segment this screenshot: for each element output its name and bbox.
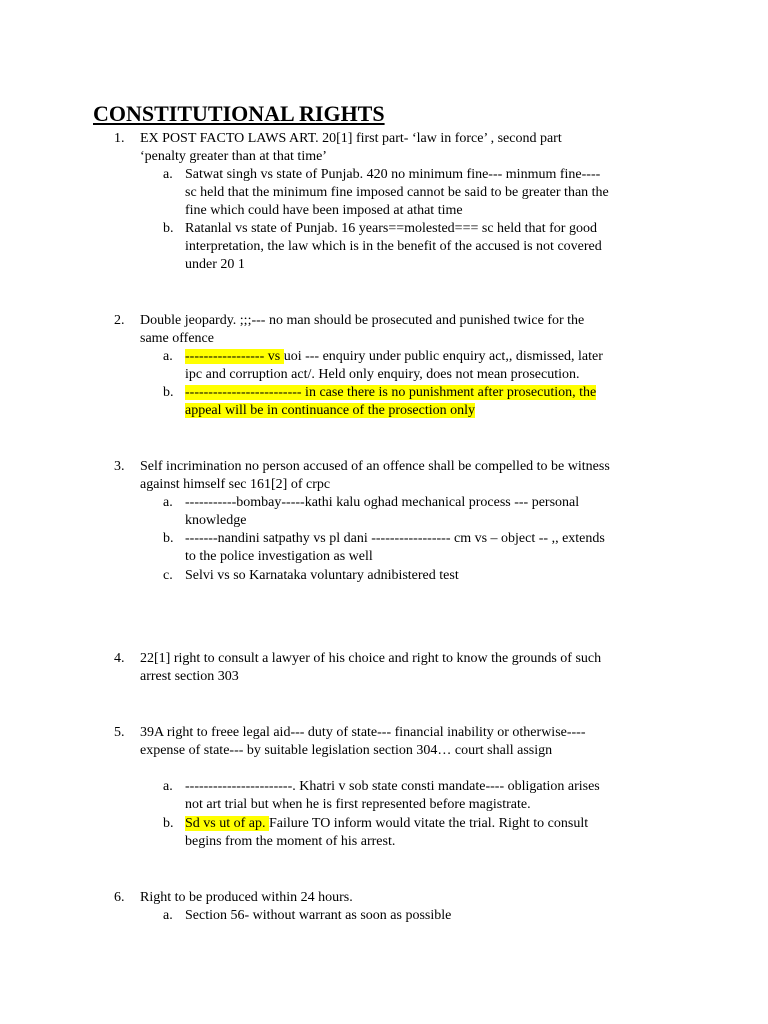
sub-item-text: Section 56- without warrant as soon as possible xyxy=(185,908,452,923)
sub-item-text: Satwat singh vs state of Punjab. 420 no minimum fine--- minmum fine---- xyxy=(185,167,601,182)
sub-item-text: interpretation, the law which is in the benefit of the accused is not covered xyxy=(185,239,602,254)
highlighted-text: appeal will be in continuance of the prosection only xyxy=(185,403,476,418)
item-text: ‘penalty greater than at that time’ xyxy=(140,149,327,164)
sub-item-text: Selvi vs so Karnataka voluntary adnibistered test xyxy=(185,568,459,583)
highlighted-text: ------------------------- in case there is no punishment after prosecution, the xyxy=(185,385,597,400)
sub-item-letter: a. xyxy=(163,779,173,794)
item-text: 39A right to freee legal aid--- duty of state--- financial inability or otherwise---- xyxy=(140,725,586,740)
sub-item-letter: a. xyxy=(163,349,173,364)
sub-item-text: fine which could have been imposed at athat time xyxy=(185,203,463,218)
sub-item-text: -------nandini satpathy vs pl dani ----------------- cm vs – object -- ,, extends xyxy=(185,531,605,546)
item-number: 2. xyxy=(114,313,125,328)
sub-item-letter: a. xyxy=(163,908,173,923)
page-title: CONSTITUTIONAL RIGHTS xyxy=(93,101,385,126)
sub-item-letter: b. xyxy=(163,816,174,831)
sub-item-text: not art trial but when he is first represented before magistrate. xyxy=(185,797,531,812)
item-text: 22[1] right to consult a lawyer of his choice and right to know the grounds of such xyxy=(140,651,602,666)
item-text: Right to be produced within 24 hours. xyxy=(140,890,353,905)
sub-item-text: under 20 1 xyxy=(185,257,245,272)
item-number: 3. xyxy=(114,459,125,474)
item-number: 6. xyxy=(114,890,125,905)
item-text: against himself sec 161[2] of crpc xyxy=(140,477,331,492)
sub-item-text: -----------------------. Khatri v sob state consti mandate---- obligation arises xyxy=(185,779,600,794)
item-text: arrest section 303 xyxy=(140,669,239,684)
sub-item-text-rest: Failure TO inform would vitate the trial. Right to consult xyxy=(269,816,589,831)
highlighted-text: Sd vs ut of ap. xyxy=(185,816,269,831)
sub-item-text: -----------bombay-----kathi kalu oghad mechanical process --- personal xyxy=(185,495,580,510)
sub-item-letter: b. xyxy=(163,531,174,546)
item-number: 4. xyxy=(114,651,125,666)
sub-item-text xyxy=(185,402,475,420)
sub-item-text: to the police investigation as well xyxy=(185,549,373,564)
sub-item-text-rest: uoi --- enquiry under public enquiry act,, dismissed, later xyxy=(283,349,603,364)
highlighted-text: ----------------- vs xyxy=(185,349,284,364)
sub-item-text: sc held that the minimum fine imposed cannot be said to be greater than the xyxy=(185,185,609,200)
item-text: Double jeopardy. ;;;--- no man should be prosecuted and punished twice for the xyxy=(140,313,585,328)
sub-item-letter: a. xyxy=(163,495,173,510)
item-text: Self incrimination no person accused of an offence shall be compelled to be witness xyxy=(140,459,610,474)
sub-item-text xyxy=(185,815,588,833)
sub-item-text xyxy=(185,384,596,402)
sub-item-letter: a. xyxy=(163,167,173,182)
item-number: 1. xyxy=(114,131,125,146)
sub-item-text: begins from the moment of his arrest. xyxy=(185,834,396,849)
item-text: same offence xyxy=(140,331,214,346)
sub-item-letter: c. xyxy=(163,568,173,583)
sub-item-letter: b. xyxy=(163,221,174,236)
sub-item-text: Ratanlal vs state of Punjab. 16 years==molested=== sc held that for good xyxy=(185,221,597,236)
sub-item-text: ipc and corruption act/. Held only enquiry, does not mean prosecution. xyxy=(185,367,580,382)
sub-item-text xyxy=(185,348,603,366)
item-number: 5. xyxy=(114,725,125,740)
sub-item-letter: b. xyxy=(163,385,174,400)
item-text: expense of state--- by suitable legislation section 304… court shall assign xyxy=(140,743,553,758)
item-text: EX POST FACTO LAWS ART. 20[1] first part- ‘law in force’ , second part xyxy=(140,131,562,146)
sub-item-text: knowledge xyxy=(185,513,247,528)
